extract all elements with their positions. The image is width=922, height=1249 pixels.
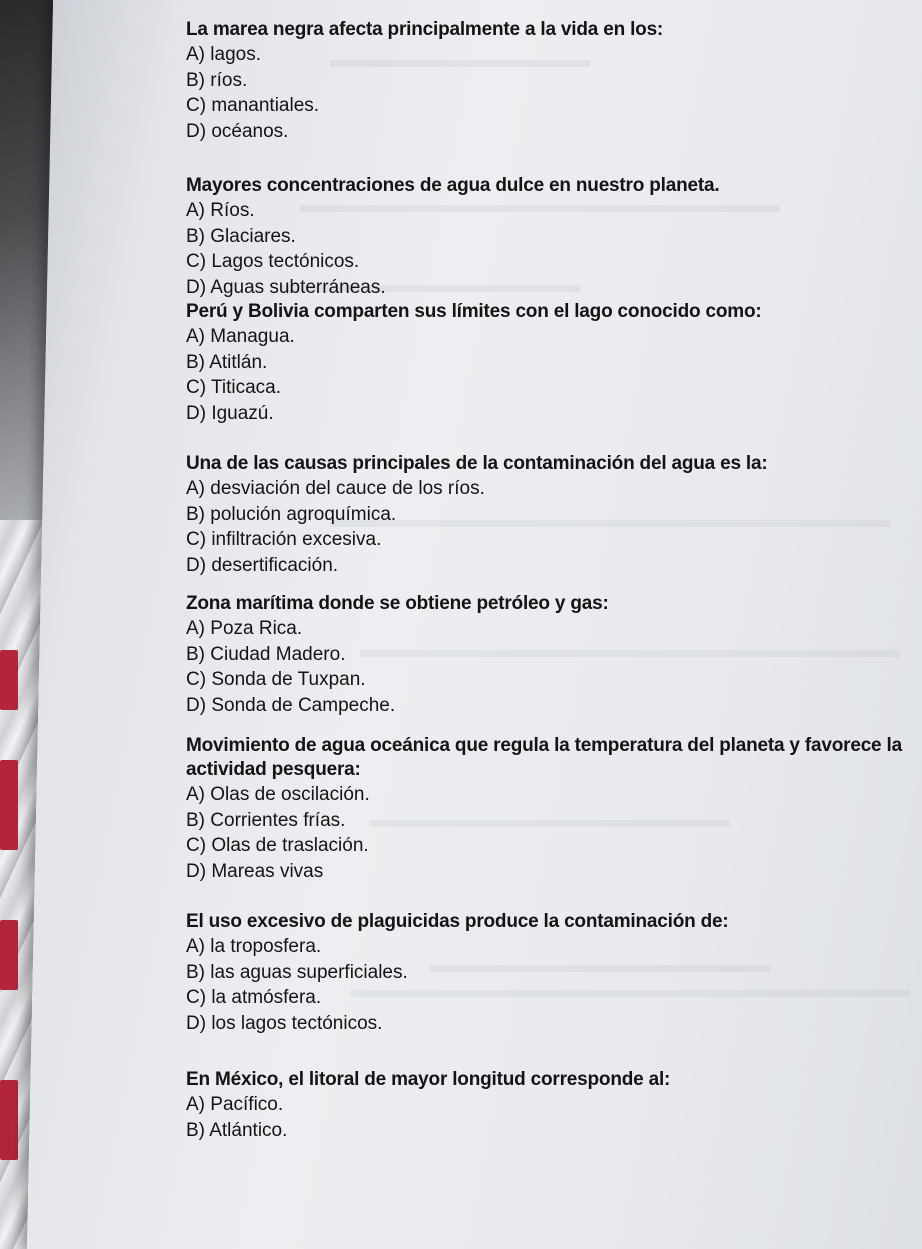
option-c: C) infiltración excesiva. (186, 529, 382, 550)
option-a: A) desviación del cauce de los ríos. (186, 478, 485, 499)
option-a: A) Pacífico. (186, 1094, 284, 1115)
option-b: B) Glaciares. (186, 225, 296, 247)
option-c: C) Lagos tectónicos. (186, 251, 360, 272)
question-8 (186, 1068, 916, 1143)
option-d: D) Aguas subterráneas. (186, 276, 386, 298)
option-c: C) Olas de traslación. (186, 835, 369, 856)
option-a: A) lagos. (186, 44, 261, 65)
option-b: B) las aguas superficiales. (186, 961, 408, 983)
question-title: Mayores concentraciones de agua dulce en nuestro planeta. (186, 175, 720, 196)
question-7 (186, 910, 916, 1036)
option-a: A) Managua. (186, 326, 295, 347)
option-c: C) la atmósfera. (186, 987, 322, 1008)
question-6 (186, 734, 916, 884)
option-d: D) los lagos tectónicos. (186, 1012, 383, 1034)
option-d: D) océanos. (186, 120, 289, 142)
option-a: A) Poza Rica. (186, 618, 303, 639)
question-title-line-2: actividad pesquera: (186, 759, 361, 780)
option-c: C) Titicaca. (186, 377, 282, 398)
option-b: B) Ciudad Madero. (186, 643, 346, 665)
option-d: D) Sonda de Campeche. (186, 694, 396, 716)
question-3 (186, 300, 916, 426)
question-title-line-1: Movimiento de agua oceánica que regula la temperatura del planeta y favorece la (186, 735, 902, 756)
option-b: B) Corrientes frías. (186, 809, 346, 831)
option-c: C) manantiales. (186, 95, 320, 116)
question-5 (186, 592, 916, 718)
option-d: D) Mareas vivas (186, 860, 324, 882)
option-b: B) polución agroquímica. (186, 503, 397, 525)
question-title: Perú y Bolivia comparten sus límites con el lago conocido como: (186, 301, 762, 322)
option-c: C) Sonda de Tuxpan. (186, 669, 366, 690)
option-a: A) Ríos. (186, 200, 255, 221)
option-a: A) Olas de oscilación. (186, 784, 370, 805)
question-1 (186, 18, 916, 144)
question-title: En México, el litoral de mayor longitud corresponde al: (186, 1069, 671, 1090)
option-b: B) Atlántico. (186, 1119, 288, 1141)
question-title: La marea negra afecta principalmente a la vida en los: (186, 19, 664, 40)
question-2 (186, 174, 916, 300)
option-b: B) Atitlán. (186, 351, 268, 373)
question-title: El uso excesivo de plaguicidas produce la contaminación de: (186, 911, 729, 932)
question-4 (186, 452, 916, 578)
question-title: Una de las causas principales de la contaminación del agua es la: (186, 453, 768, 474)
option-b: B) ríos. (186, 69, 248, 91)
option-a: A) la troposfera. (186, 936, 322, 957)
option-d: D) desertificación. (186, 554, 339, 576)
option-d: D) Iguazú. (186, 402, 274, 424)
question-title: Zona marítima donde se obtiene petróleo y gas: (186, 593, 609, 614)
